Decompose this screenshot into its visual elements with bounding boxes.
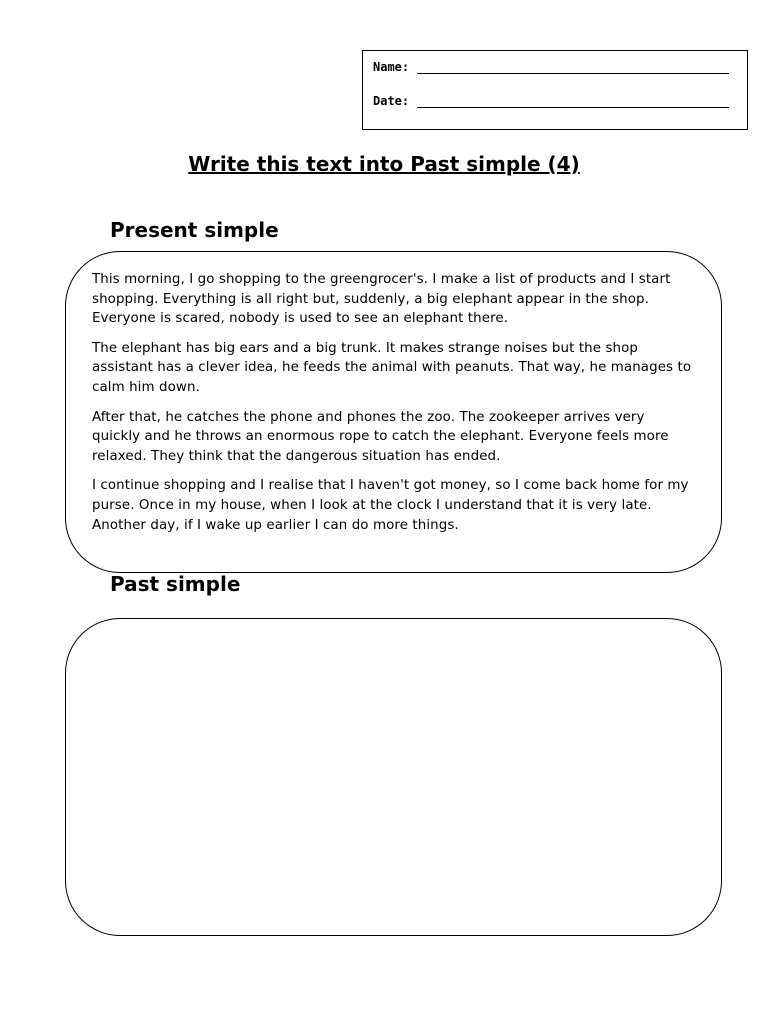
name-field[interactable] (417, 59, 729, 74)
paragraph: This morning, I go shopping to the greengrocer's. I make a list of products and I start shopping. Everything is all right but, suddenly, a big elephant appear in the shop. Everyone is scared, nobody is used to see an elephant there. (92, 272, 671, 327)
past-simple-answer-box[interactable] (65, 618, 722, 936)
paragraph: After that, he catches the phone and phones the zoo. The zookeeper arrives very quickly and he throws an enormous rope to catch the elephant. Everyone feels more relaxed. They think that the dangerous situation has ended. (92, 409, 669, 464)
name-label: Name: (373, 60, 410, 74)
date-field[interactable] (417, 93, 729, 108)
name-date-box (362, 50, 748, 130)
worksheet-title: Write this text into Past simple (4) (188, 152, 580, 176)
present-simple-heading: Present simple (110, 218, 279, 242)
date-row (373, 93, 729, 108)
present-simple-text-box (65, 251, 722, 573)
paragraph: The elephant has big ears and a big trunk. It makes strange noises but the shop assistant has a clever idea, he feeds the animal with peanuts. That way, he manages to calm him down. (92, 340, 692, 395)
past-simple-heading: Past simple (110, 572, 241, 596)
paragraph: I continue shopping and I realise that I haven't got money, so I come back home for my purse. Once in my house, when I look at the clock I understand that it is very late. Another day, if I wake up earlier I can do more things. (92, 478, 689, 533)
date-label: Date: (373, 94, 410, 108)
name-row (373, 59, 729, 74)
